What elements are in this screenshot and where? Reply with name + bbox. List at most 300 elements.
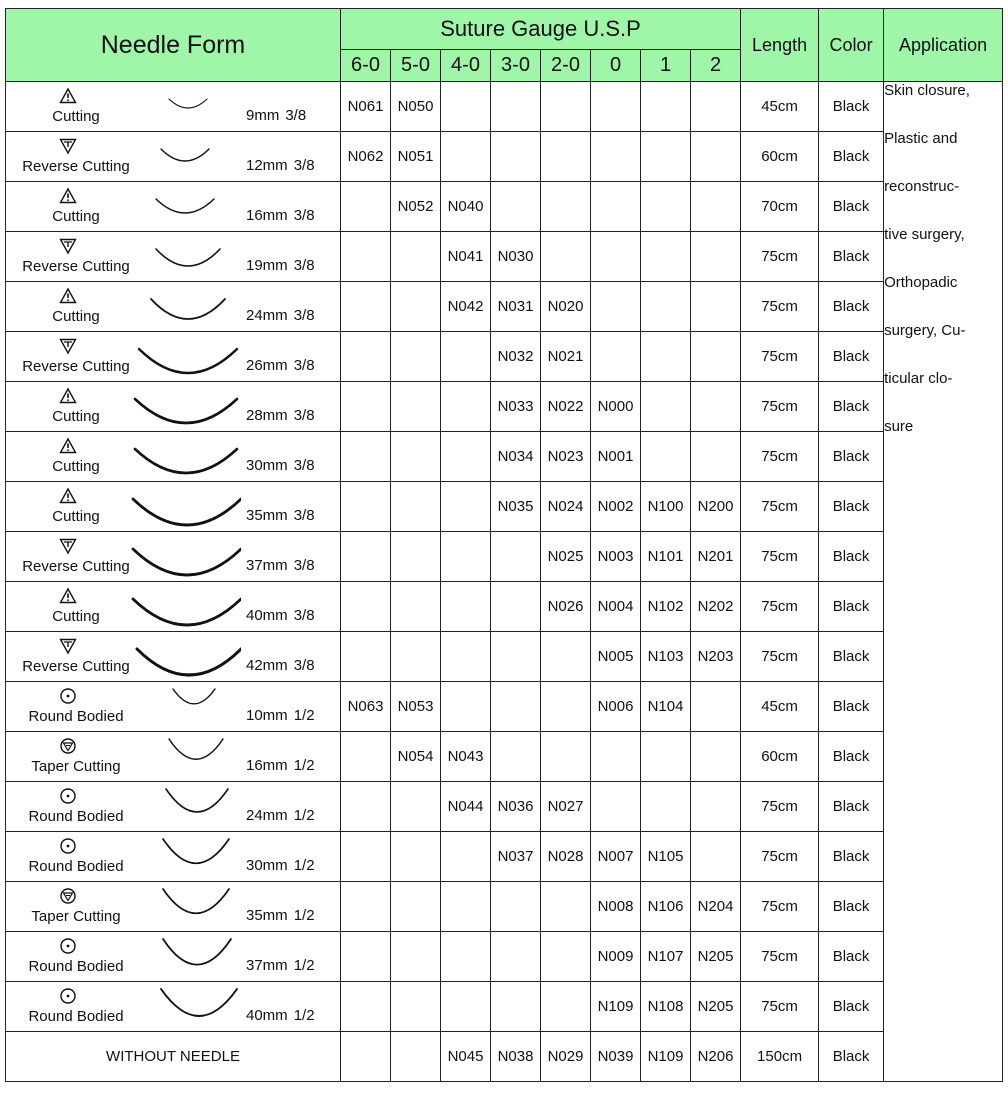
needle-size <box>246 657 315 674</box>
needle-size <box>246 707 315 724</box>
inverted-triangle-icon <box>59 237 77 255</box>
product-code-cell: N003 <box>591 532 641 582</box>
needle-form-cell <box>6 732 341 782</box>
color-cell: Black <box>819 982 884 1032</box>
length-cell: 75cm <box>741 882 819 932</box>
product-code-cell <box>441 132 491 182</box>
inverted-triangle-icon <box>59 337 77 355</box>
length-cell: 70cm <box>741 182 819 232</box>
product-code-cell: N043 <box>441 732 491 782</box>
product-code-cell: N109 <box>641 1032 691 1082</box>
product-code-cell <box>441 332 491 382</box>
product-code-cell <box>691 432 741 482</box>
product-code-cell <box>491 982 541 1032</box>
product-code-cell <box>491 582 541 632</box>
product-code-cell: N101 <box>641 532 691 582</box>
needle-curvature: 3/8 <box>293 256 315 274</box>
product-code-cell <box>391 632 441 682</box>
product-code-cell <box>491 682 541 732</box>
length-cell: 75cm <box>741 832 819 882</box>
product-code-cell: N002 <box>591 482 641 532</box>
product-code-cell: N031 <box>491 282 541 332</box>
needle-length: 16mm <box>246 206 288 224</box>
product-code-cell: N027 <box>541 782 591 832</box>
product-code-cell <box>341 232 391 282</box>
color-cell: Black <box>819 832 884 882</box>
product-code-cell: N007 <box>591 832 641 882</box>
needle-form-cell <box>6 882 341 932</box>
needle-size <box>246 157 315 174</box>
product-code-cell <box>341 432 391 482</box>
needle-length: 10mm <box>246 706 288 724</box>
needle-curvature: 1/2 <box>293 1006 315 1024</box>
product-code-cell <box>391 282 441 332</box>
needle-form-cell <box>6 482 341 532</box>
product-code-cell: N028 <box>541 832 591 882</box>
triangle-exclamation-icon <box>59 387 77 405</box>
table-row <box>6 882 1003 932</box>
product-code-cell <box>491 632 541 682</box>
needle-form-cell <box>6 232 341 282</box>
length-cell: 75cm <box>741 632 819 682</box>
needle-form-name: Taper Cutting <box>31 907 121 925</box>
needle-form-name: Cutting <box>52 457 100 475</box>
suture-chart-table <box>5 8 1003 1082</box>
color-cell: Black <box>819 582 884 632</box>
product-code-cell: N050 <box>391 82 441 132</box>
needle-size <box>246 607 315 624</box>
inverted-triangle-icon <box>59 137 77 155</box>
product-code-cell: N020 <box>541 282 591 332</box>
product-code-cell: N021 <box>541 332 591 382</box>
product-code-cell <box>341 582 391 632</box>
product-code-cell: N009 <box>591 932 641 982</box>
needle-form-cell <box>6 532 341 582</box>
product-code-cell <box>641 132 691 182</box>
needle-form-name: Round Bodied <box>28 957 124 975</box>
product-code-cell: N052 <box>391 182 441 232</box>
gauge-header: 1 <box>641 50 691 82</box>
table-row <box>6 732 1003 782</box>
needle-length: 9mm <box>246 106 280 124</box>
needle-length: 35mm <box>246 506 288 524</box>
product-code-cell: N005 <box>591 632 641 682</box>
needle-form-cell <box>6 282 341 332</box>
needle-length: 24mm <box>246 806 288 824</box>
length-cell: 45cm <box>741 82 819 132</box>
needle-length: 30mm <box>246 456 288 474</box>
product-code-cell: N063 <box>341 682 391 732</box>
product-code-cell: N040 <box>441 182 491 232</box>
product-code-cell: N022 <box>541 382 591 432</box>
product-code-cell: N001 <box>591 432 641 482</box>
product-code-cell: N206 <box>691 1032 741 1082</box>
color-cell: Black <box>819 782 884 832</box>
needle-form-cell <box>6 982 341 1032</box>
application-line: surgery, Cu- <box>884 322 966 339</box>
product-code-cell <box>441 582 491 632</box>
gauge-header: 2-0 <box>541 50 591 82</box>
product-code-cell: N030 <box>491 232 541 282</box>
product-code-cell: N035 <box>491 482 541 532</box>
color-header: Color <box>819 9 884 82</box>
length-cell: 75cm <box>741 782 819 832</box>
length-cell: 75cm <box>741 482 819 532</box>
product-code-cell <box>491 132 541 182</box>
product-code-cell <box>441 432 491 482</box>
color-cell: Black <box>819 1032 884 1082</box>
needle-curvature: 3/8 <box>293 156 315 174</box>
gauge-header: 0 <box>591 50 641 82</box>
product-code-cell: N061 <box>341 82 391 132</box>
needle-size <box>246 257 315 274</box>
color-cell: Black <box>819 932 884 982</box>
needle-form-name: Taper Cutting <box>31 757 121 775</box>
inverted-triangle-icon <box>59 637 77 655</box>
table-row <box>6 82 1003 132</box>
needle-form-cell <box>6 632 341 682</box>
product-code-cell: N102 <box>641 582 691 632</box>
gauge-header: 3-0 <box>491 50 541 82</box>
product-code-cell <box>541 882 591 932</box>
table-row <box>6 982 1003 1032</box>
table-row <box>6 682 1003 732</box>
dot-circle-icon <box>59 687 77 705</box>
product-code-cell: N037 <box>491 832 541 882</box>
table-row <box>6 232 1003 282</box>
needle-size <box>246 557 315 574</box>
needle-size <box>246 1007 315 1024</box>
needle-form-cell <box>6 132 341 182</box>
product-code-cell <box>691 832 741 882</box>
product-code-cell: N054 <box>391 732 441 782</box>
needle-form-header: Needle Form <box>6 9 341 82</box>
product-code-cell <box>641 282 691 332</box>
length-cell: 75cm <box>741 232 819 282</box>
product-code-cell <box>341 782 391 832</box>
needle-form-name: Cutting <box>52 107 100 125</box>
product-code-cell <box>641 182 691 232</box>
product-code-cell <box>341 332 391 382</box>
product-code-cell <box>591 782 641 832</box>
product-code-cell <box>691 382 741 432</box>
product-code-cell <box>541 682 591 732</box>
needle-size <box>246 457 315 474</box>
needle-form-name: Round Bodied <box>28 707 124 725</box>
needle-length: 30mm <box>246 856 288 874</box>
needle-length: 40mm <box>246 606 288 624</box>
product-code-cell <box>691 732 741 782</box>
color-cell: Black <box>819 532 884 582</box>
needle-curvature: 3/8 <box>285 106 307 124</box>
product-code-cell: N205 <box>691 932 741 982</box>
needle-form-cell <box>6 182 341 232</box>
product-code-cell <box>391 432 441 482</box>
product-code-cell: N105 <box>641 832 691 882</box>
length-cell: 75cm <box>741 532 819 582</box>
length-cell: 150cm <box>741 1032 819 1082</box>
needle-form-cell <box>6 682 341 732</box>
needle-form-cell <box>6 782 341 832</box>
product-code-cell <box>391 882 441 932</box>
product-code-cell: N053 <box>391 682 441 732</box>
product-code-cell: N204 <box>691 882 741 932</box>
product-code-cell <box>341 882 391 932</box>
product-code-cell <box>441 832 491 882</box>
application-line: Orthopadic <box>884 274 958 291</box>
table-row <box>6 332 1003 382</box>
needle-length: 35mm <box>246 906 288 924</box>
product-code-cell <box>391 932 441 982</box>
needle-form-name: Cutting <box>52 207 100 225</box>
product-code-cell <box>341 282 391 332</box>
length-cell: 75cm <box>741 582 819 632</box>
product-code-cell: N026 <box>541 582 591 632</box>
needle-curvature: 3/8 <box>293 656 315 674</box>
dot-circle-icon <box>59 837 77 855</box>
product-code-cell: N025 <box>541 532 591 582</box>
product-code-cell <box>591 132 641 182</box>
table-row <box>6 182 1003 232</box>
product-code-cell: N104 <box>641 682 691 732</box>
table-row <box>6 382 1003 432</box>
product-code-cell <box>341 632 391 682</box>
needle-size <box>246 207 315 224</box>
needle-form-name: Round Bodied <box>28 857 124 875</box>
product-code-cell <box>391 232 441 282</box>
product-code-cell <box>341 532 391 582</box>
length-cell: 45cm <box>741 682 819 732</box>
needle-curvature: 1/2 <box>293 806 315 824</box>
needle-form-name: Reverse Cutting <box>22 257 130 275</box>
product-code-cell <box>591 82 641 132</box>
needle-curvature: 1/2 <box>293 956 315 974</box>
triangle-exclamation-icon <box>59 587 77 605</box>
color-cell: Black <box>819 432 884 482</box>
product-code-cell: N106 <box>641 882 691 932</box>
application-header: Application <box>884 9 1003 82</box>
length-cell: 75cm <box>741 432 819 482</box>
product-code-cell <box>691 182 741 232</box>
product-code-cell <box>691 782 741 832</box>
color-cell: Black <box>819 632 884 682</box>
product-code-cell: N042 <box>441 282 491 332</box>
product-code-cell <box>441 882 491 932</box>
length-cell: 60cm <box>741 732 819 782</box>
triangle-exclamation-icon <box>59 287 77 305</box>
product-code-cell: N006 <box>591 682 641 732</box>
needle-size <box>246 957 315 974</box>
product-code-cell: N033 <box>491 382 541 432</box>
product-code-cell: N000 <box>591 382 641 432</box>
color-cell: Black <box>819 232 884 282</box>
needle-length: 19mm <box>246 256 288 274</box>
product-code-cell: N041 <box>441 232 491 282</box>
table-row <box>6 832 1003 882</box>
needle-form-name: Cutting <box>52 607 100 625</box>
product-code-cell <box>641 232 691 282</box>
product-code-cell <box>691 82 741 132</box>
product-code-cell <box>341 482 391 532</box>
needle-form-cell <box>6 582 341 632</box>
product-code-cell <box>491 182 541 232</box>
needle-size <box>246 507 315 524</box>
needle-form-name: Round Bodied <box>28 807 124 825</box>
gauge-header: 4-0 <box>441 50 491 82</box>
product-code-cell <box>691 282 741 332</box>
product-code-cell: N205 <box>691 982 741 1032</box>
length-cell: 75cm <box>741 932 819 982</box>
dot-circle-icon <box>59 787 77 805</box>
needle-form-name: Round Bodied <box>28 1007 124 1025</box>
product-code-cell <box>391 832 441 882</box>
product-code-cell <box>691 682 741 732</box>
needle-size <box>246 807 315 824</box>
color-cell: Black <box>819 682 884 732</box>
product-code-cell <box>341 382 391 432</box>
color-cell: Black <box>819 332 884 382</box>
needle-length: 16mm <box>246 756 288 774</box>
needle-length: 24mm <box>246 306 288 324</box>
needle-form-cell <box>6 832 341 882</box>
product-code-cell <box>441 482 491 532</box>
product-code-cell <box>541 732 591 782</box>
needle-form-name: Reverse Cutting <box>22 557 130 575</box>
color-cell: Black <box>819 882 884 932</box>
needle-form-cell <box>6 932 341 982</box>
triangle-in-circle-icon <box>59 887 77 905</box>
needle-form-name: Reverse Cutting <box>22 157 130 175</box>
dot-circle-icon <box>59 937 77 955</box>
table-row <box>6 782 1003 832</box>
needle-curvature: 3/8 <box>293 506 315 524</box>
product-code-cell: N034 <box>491 432 541 482</box>
application-line: tive surgery, <box>884 226 965 243</box>
product-code-cell <box>491 532 541 582</box>
needle-size <box>246 107 306 124</box>
product-code-cell <box>641 382 691 432</box>
gauge-header: 2 <box>691 50 741 82</box>
color-cell: Black <box>819 132 884 182</box>
product-code-cell <box>541 182 591 232</box>
product-code-cell <box>391 482 441 532</box>
product-code-cell <box>641 332 691 382</box>
needle-curvature: 3/8 <box>293 456 315 474</box>
length-cell: 60cm <box>741 132 819 182</box>
color-cell: Black <box>819 382 884 432</box>
gauge-header: 6-0 <box>341 50 391 82</box>
needle-curvature: 3/8 <box>293 206 315 224</box>
table-row <box>6 1032 1003 1082</box>
product-code-cell: N062 <box>341 132 391 182</box>
product-code-cell <box>641 432 691 482</box>
product-code-cell <box>391 982 441 1032</box>
length-cell: 75cm <box>741 382 819 432</box>
product-code-cell <box>691 132 741 182</box>
needle-form-name: Cutting <box>52 507 100 525</box>
product-code-cell: N029 <box>541 1032 591 1082</box>
needle-form-cell <box>6 82 341 132</box>
product-code-cell <box>541 632 591 682</box>
product-code-cell <box>341 932 391 982</box>
needle-curvature: 1/2 <box>293 756 315 774</box>
needle-form-cell <box>6 332 341 382</box>
product-code-cell: N004 <box>591 582 641 632</box>
needle-length: 42mm <box>246 656 288 674</box>
table-row <box>6 282 1003 332</box>
needle-length: 37mm <box>246 556 288 574</box>
product-code-cell <box>591 232 641 282</box>
needle-length: 12mm <box>246 156 288 174</box>
color-cell: Black <box>819 482 884 532</box>
product-code-cell <box>391 382 441 432</box>
product-code-cell <box>391 582 441 632</box>
product-code-cell: N200 <box>691 482 741 532</box>
needle-curvature: 3/8 <box>293 606 315 624</box>
product-code-cell <box>341 832 391 882</box>
length-cell: 75cm <box>741 982 819 1032</box>
product-code-cell: N109 <box>591 982 641 1032</box>
needle-size <box>246 907 315 924</box>
triangle-in-circle-icon <box>59 737 77 755</box>
needle-curvature: 3/8 <box>293 306 315 324</box>
product-code-cell <box>441 982 491 1032</box>
table-row <box>6 532 1003 582</box>
length-header: Length <box>741 9 819 82</box>
needle-size <box>246 307 315 324</box>
product-code-cell <box>391 532 441 582</box>
product-code-cell: N044 <box>441 782 491 832</box>
needle-curvature: 3/8 <box>293 556 315 574</box>
needle-length: 26mm <box>246 356 288 374</box>
product-code-cell: N201 <box>691 532 741 582</box>
triangle-exclamation-icon <box>59 87 77 105</box>
product-code-cell <box>341 982 391 1032</box>
product-code-cell <box>391 1032 441 1082</box>
length-cell: 75cm <box>741 282 819 332</box>
table-row <box>6 132 1003 182</box>
product-code-cell <box>591 332 641 382</box>
product-code-cell <box>391 782 441 832</box>
product-code-cell: N045 <box>441 1032 491 1082</box>
product-code-cell <box>441 632 491 682</box>
needle-form-name: Reverse Cutting <box>22 657 130 675</box>
product-code-cell <box>441 382 491 432</box>
product-code-cell: N039 <box>591 1032 641 1082</box>
product-code-cell: N103 <box>641 632 691 682</box>
needle-form-name: Reverse Cutting <box>22 357 130 375</box>
triangle-exclamation-icon <box>59 187 77 205</box>
needle-curvature: 1/2 <box>293 856 315 874</box>
product-code-cell <box>541 132 591 182</box>
product-code-cell <box>341 732 391 782</box>
product-code-cell: N023 <box>541 432 591 482</box>
product-code-cell: N008 <box>591 882 641 932</box>
product-code-cell: N202 <box>691 582 741 632</box>
triangle-exclamation-icon <box>59 437 77 455</box>
needle-curvature: 1/2 <box>293 906 315 924</box>
product-code-cell: N024 <box>541 482 591 532</box>
product-code-cell <box>641 732 691 782</box>
color-cell: Black <box>819 282 884 332</box>
needle-form-name: Cutting <box>52 307 100 325</box>
dot-circle-icon <box>59 987 77 1005</box>
product-code-cell <box>541 932 591 982</box>
product-code-cell: N032 <box>491 332 541 382</box>
needle-form-name: Cutting <box>52 407 100 425</box>
needle-form-cell <box>6 382 341 432</box>
product-code-cell <box>541 232 591 282</box>
